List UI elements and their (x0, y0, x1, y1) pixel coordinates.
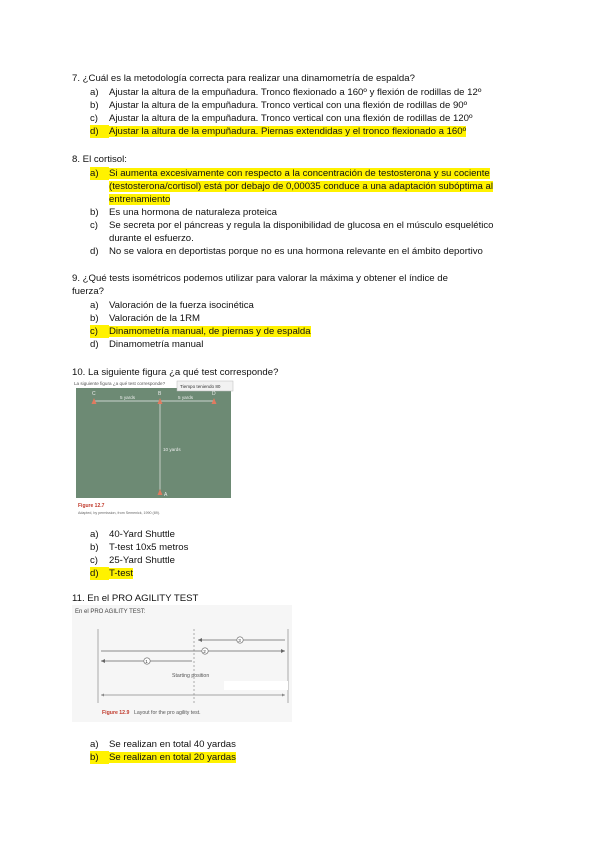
marker-1-label: 1 (145, 659, 148, 664)
option-10c: c) 25-Yard Shuttle (90, 555, 175, 566)
option-8c: c) Se secreta por el páncreas y regula la disponibilidad de glucosa en el músculo esquelético durante el esfuerzo. (90, 220, 494, 244)
yards-right-label: 5 yards (178, 395, 194, 400)
white-overlay (224, 681, 288, 690)
tooltip-text: Tiempo teniendo 80 (180, 384, 221, 389)
option-11b-correct: b) Se realizan en total 20 yardas (90, 752, 236, 763)
question-7 (72, 72, 532, 138)
option-8d: d) No se valora en deportistas porque no es una hormona relevante en el ámbito deportivo (90, 246, 483, 257)
figure-header-text: La siguiente figura ¿a qué test corresponde? (74, 381, 166, 386)
question-9 (72, 272, 532, 351)
yards-vertical-label: 10 yards (163, 447, 181, 452)
question-11 (72, 592, 532, 606)
option-7b: b) Ajustar la altura de la empuñadura. Tronco vertical con una flexión de rodillas de 90º (90, 100, 468, 111)
caption-area (76, 498, 231, 522)
figure-caption-sub: Adapted, by permission, from Semenick, 1990 (89). (78, 511, 160, 515)
t-test-figure (72, 379, 234, 524)
figure-caption: Figure 12.7 (78, 503, 105, 509)
label-c: C (92, 391, 96, 397)
yards-left-label: 5 yards (120, 395, 136, 400)
figure-header-text: En el PRO AGILITY TEST: (75, 609, 146, 615)
question-9-title: 9. ¿Qué tests isométricos podemos utilizar para valorar la máxima y obtener el índice de fuerza? (72, 273, 448, 297)
marker-2-label: 2 (203, 649, 206, 654)
option-9b: b) Valoración de la 1RM (90, 313, 201, 324)
option-8b: b) Es una hormona de naturaleza proteica (90, 207, 277, 218)
figure-caption-text: Layout for the pro agility test. (134, 710, 201, 716)
question-8-title: 8. El cortisol: (72, 154, 127, 165)
starting-position-label: Starting position (172, 673, 210, 679)
marker-3-label: 3 (238, 638, 241, 643)
option-9d: d) Dinamometría manual (90, 339, 204, 350)
question-7-title: 7. ¿Cuál es la metodología correcta para realizar una dinamometría de espalda? (72, 73, 415, 84)
option-7d-correct: d) Ajustar la altura de la empuñadura. Piernas extendidas y el tronco flexionado a 160º (90, 126, 467, 137)
pro-agility-figure (72, 605, 292, 722)
option-10d-correct: d) T-test (90, 568, 133, 579)
question-8 (72, 153, 532, 258)
option-9a: a) Valoración de la fuerza isocinética (90, 300, 254, 311)
question-11-title: 11. En el PRO AGILITY TEST (72, 593, 199, 604)
question-10-options (72, 528, 532, 580)
option-10a: a) 40-Yard Shuttle (90, 529, 175, 540)
label-a: A (164, 492, 168, 498)
question-10-title: 10. La siguiente figura ¿a qué test corresponde? (72, 367, 279, 378)
label-d: D (212, 391, 216, 397)
t-test-diagram (72, 379, 234, 524)
label-b: B (158, 391, 162, 397)
option-9c-correct: c) Dinamometría manual, de piernas y de espalda (90, 326, 311, 337)
question-10 (72, 366, 532, 380)
field-area (76, 388, 231, 498)
pro-agility-diagram (72, 605, 292, 722)
option-8a-correct: a) Si aumenta excesivamente con respecto a la concentración de testosterona y su cociente (testosterona/cortisol) está por debajo de 0,00035 conduce a una adaptación subóptima al entrenamiento (90, 168, 494, 205)
option-11a: a) Se realizan en total 40 yardas (90, 739, 236, 750)
question-11-options (72, 738, 532, 764)
option-10b: b) T-test 10x5 metros (90, 542, 189, 553)
figure-caption-number: Figure 12.9 (102, 710, 130, 716)
option-7c: c) Ajustar la altura de la empuñadura. Tronco vertical con una flexión de rodillas de 120º (90, 113, 473, 124)
option-7a: a) Ajustar la altura de la empuñadura. Tronco flexionado a 160º y flexión de rodillas de 12º (90, 87, 482, 98)
figure-background (72, 605, 292, 722)
